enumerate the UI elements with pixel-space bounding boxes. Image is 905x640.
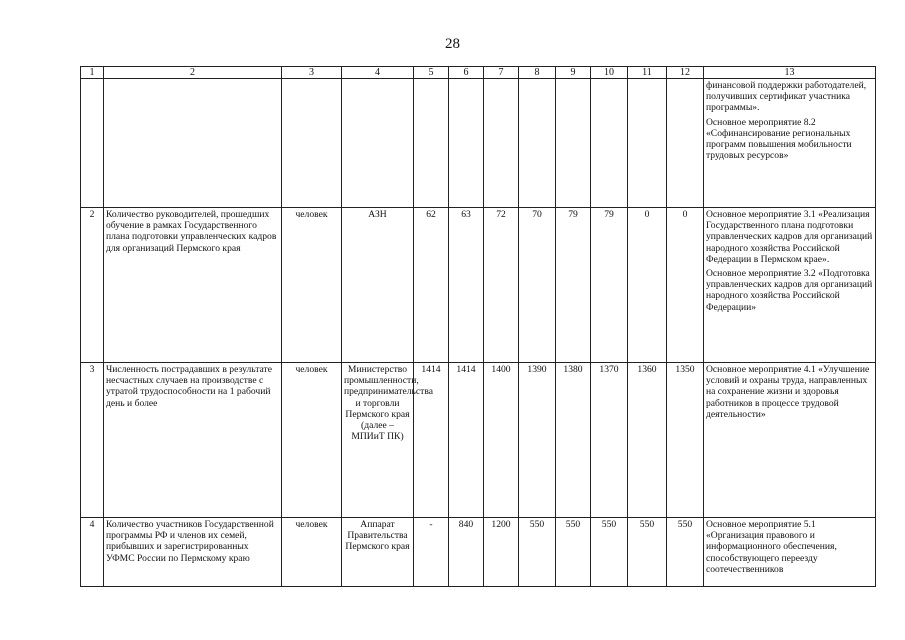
column-header: 1 — [81, 67, 104, 79]
value-cell: 840 — [449, 518, 484, 587]
value-cell: 70 — [519, 208, 556, 363]
value-cell: 0 — [628, 208, 667, 363]
column-header: 2 — [104, 67, 282, 79]
value-cell: 72 — [484, 208, 519, 363]
page-number: 28 — [445, 36, 460, 52]
unit — [282, 79, 342, 208]
value-cell: 0 — [667, 208, 704, 363]
value-cell: 1414 — [414, 363, 449, 518]
measures-cell — [704, 363, 876, 518]
measures-cell — [704, 79, 876, 208]
value-cell: 1200 — [484, 518, 519, 587]
measure-text: Основное мероприятие 3.1 «Реализация Государственного плана подготовки управленческих кадров для организаций народного хозяйства Российской Федерации в Пермском крае». — [706, 209, 873, 265]
column-header: 8 — [519, 67, 556, 79]
value-cell — [591, 79, 628, 208]
column-header: 10 — [591, 67, 628, 79]
table-row — [81, 518, 876, 587]
column-header: 6 — [449, 67, 484, 79]
indicator-name: Количество участников Государственной программы РФ и членов их семей, прибывших и зарегистрированных УФМС России по Пермскому краю — [104, 518, 282, 587]
table-row — [81, 208, 876, 363]
value-cell: 79 — [591, 208, 628, 363]
value-cell: 550 — [667, 518, 704, 587]
indicator-name: Количество руководителей, прошедших обучение в рамках Государственного плана подготовки управленческих кадров для организаций Пермского края — [104, 208, 282, 363]
column-header: 5 — [414, 67, 449, 79]
indicator-name — [104, 79, 282, 208]
value-cell: 1400 — [484, 363, 519, 518]
value-cell: 79 — [556, 208, 591, 363]
value-cell — [667, 79, 704, 208]
value-cell: 63 — [449, 208, 484, 363]
value-cell — [628, 79, 667, 208]
value-cell: 1370 — [591, 363, 628, 518]
value-cell: - — [414, 518, 449, 587]
value-cell: 550 — [556, 518, 591, 587]
value-cell: 1350 — [667, 363, 704, 518]
measure-text: Основное мероприятие 3.2 «Подготовка управленческих кадров для организаций народного хозяйства Российской Федерации» — [706, 268, 873, 313]
column-header: 11 — [628, 67, 667, 79]
column-header: 12 — [667, 67, 704, 79]
value-cell — [556, 79, 591, 208]
value-cell: 1360 — [628, 363, 667, 518]
measure-text: Основное мероприятие 5.1 «Организация правового и информационного обеспечения, способствующего переезду соотечественников — [706, 519, 837, 575]
value-cell — [484, 79, 519, 208]
value-cell — [414, 79, 449, 208]
column-header: 3 — [282, 67, 342, 79]
measure-text: Основное мероприятие 8.2 «Софинансирование региональных программ повышения мобильности трудовых ресурсов» — [706, 116, 852, 162]
column-header: 13 — [704, 67, 876, 79]
unit: человек — [282, 208, 342, 363]
value-cell: 1414 — [449, 363, 484, 518]
responsible — [342, 79, 414, 208]
column-header: 9 — [556, 67, 591, 79]
value-cell: 1390 — [519, 363, 556, 518]
column-number-row — [81, 67, 876, 79]
value-cell — [519, 79, 556, 208]
measure-text: финансовой поддержки работодателей, получивших сертификат участника программы». — [706, 80, 867, 114]
measures-cell — [704, 518, 876, 587]
measures-cell — [704, 208, 876, 363]
value-cell: 550 — [591, 518, 628, 587]
indicators-table — [80, 66, 876, 587]
column-header: 4 — [342, 67, 414, 79]
table-row — [81, 363, 876, 518]
responsible: Министерство промышленности, предпринимательства и торговли Пермского края (далее – МПИиТ ПК) — [342, 363, 414, 518]
row-number: 4 — [81, 518, 104, 587]
responsible: АЗН — [342, 208, 414, 363]
row-number: 2 — [81, 208, 104, 363]
value-cell — [449, 79, 484, 208]
value-cell: 62 — [414, 208, 449, 363]
value-cell: 550 — [628, 518, 667, 587]
responsible: Аппарат Правительства Пермского края — [342, 518, 414, 587]
table-row — [81, 79, 876, 208]
row-number: 3 — [81, 363, 104, 518]
row-number — [81, 79, 104, 208]
value-cell: 1380 — [556, 363, 591, 518]
unit: человек — [282, 518, 342, 587]
indicator-name: Численность пострадавших в результате несчастных случаев на производстве с утратой трудоспособности на 1 рабочий день и более — [104, 363, 282, 518]
value-cell: 550 — [519, 518, 556, 587]
measure-text: Основное мероприятие 4.1 «Улучшение условий и охраны труда, направленных на сохранение жизни и здоровья работников в процессе трудовой деятельности» — [706, 364, 870, 420]
column-header: 7 — [484, 67, 519, 79]
unit: человек — [282, 363, 342, 518]
